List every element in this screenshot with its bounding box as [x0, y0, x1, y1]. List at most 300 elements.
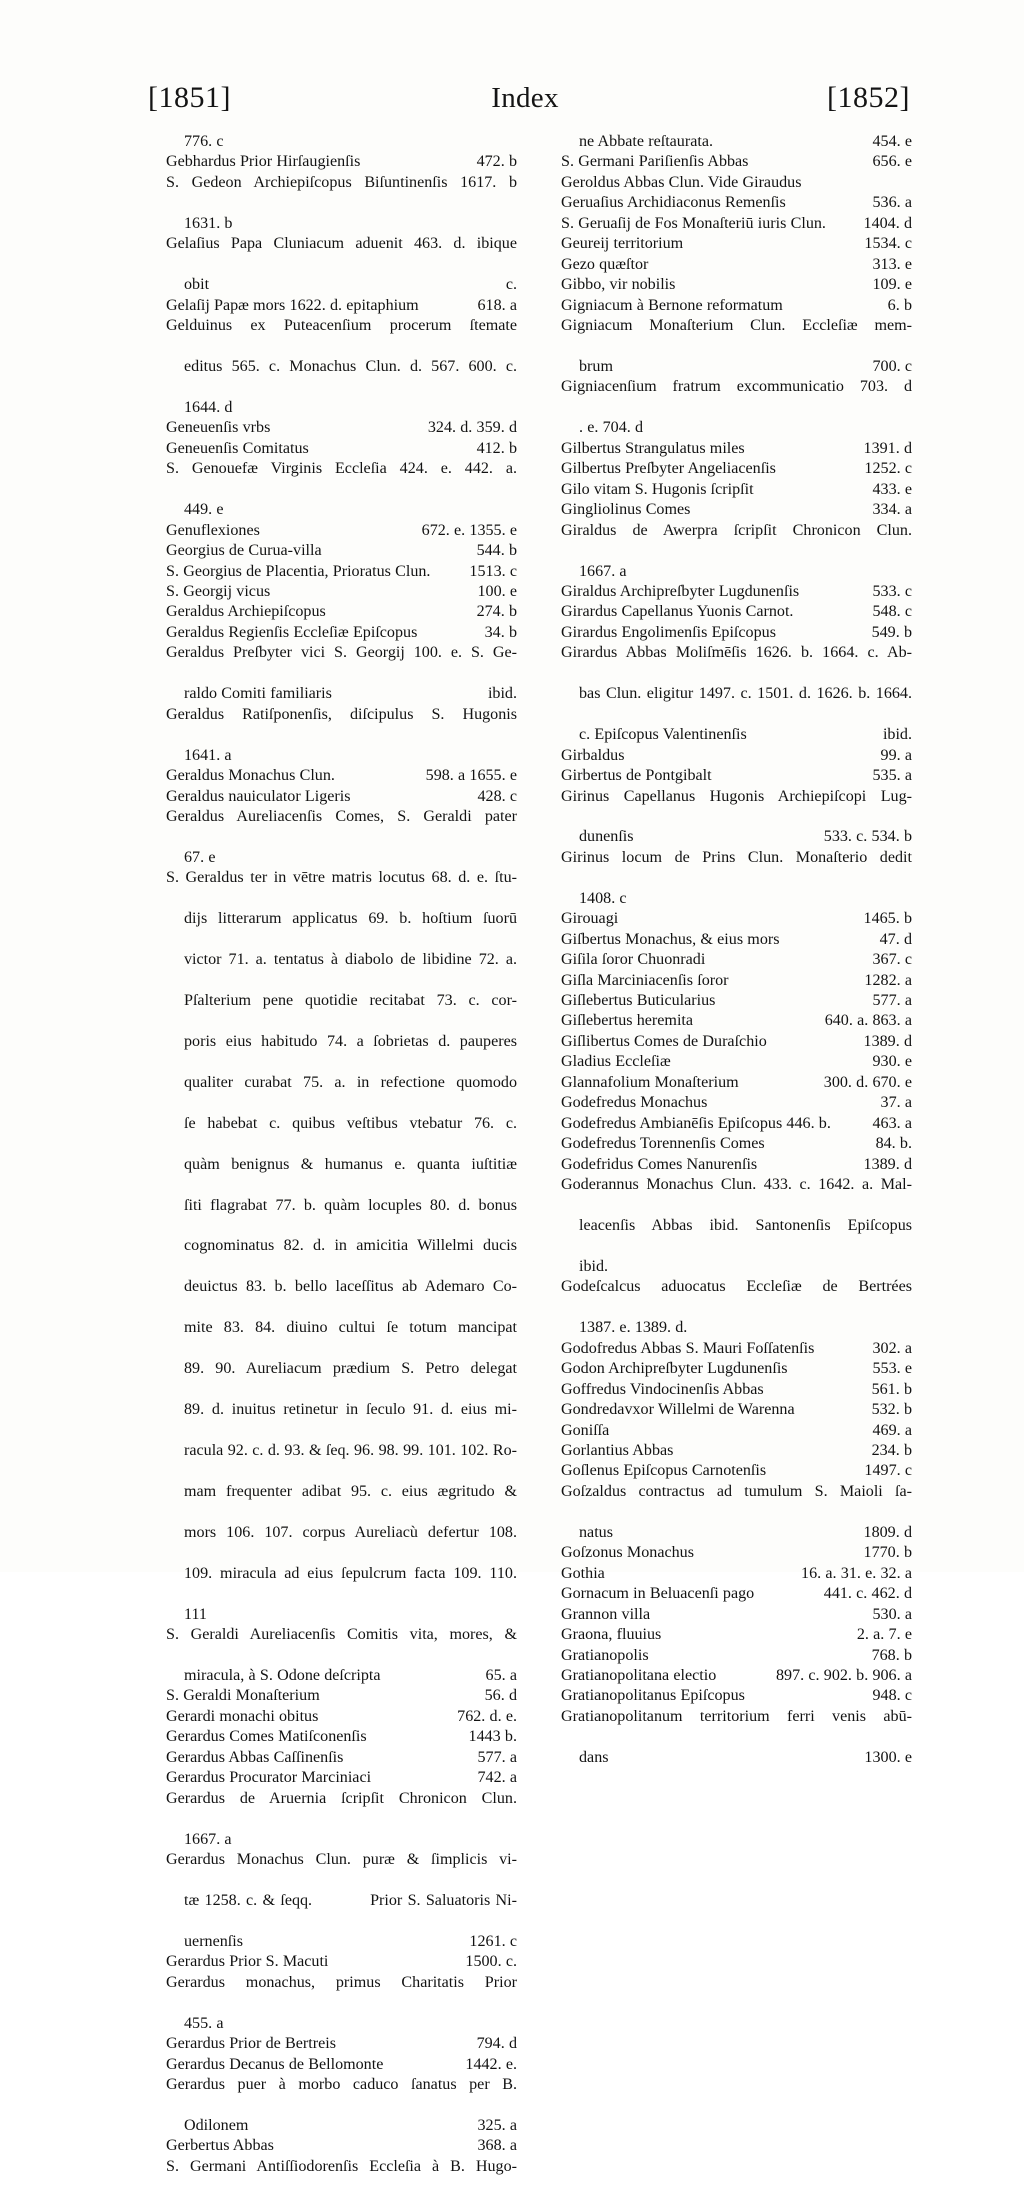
- running-head: [148, 72, 910, 124]
- index-entry-text: tæ 1258. c. & ſeqq.: [184, 1891, 313, 1909]
- index-entry-text: ſe habebat c. quibus veſtibus vtebatur 76. c.: [184, 1114, 517, 1132]
- page-reference: 533. c. 534. b: [823, 828, 912, 846]
- index-entry: [543, 971, 912, 991]
- page-reference: 1404. d: [863, 214, 912, 232]
- index-columns: [148, 132, 912, 2198]
- index-entry: [543, 1421, 912, 1441]
- index-entry-text: 1408. c: [579, 889, 627, 907]
- index-entry-text: S. Georgij vicus: [166, 582, 271, 600]
- index-entry-text: Girardus Capellanus Yuonis Carnot.: [561, 603, 794, 621]
- page-reference: 948. c: [872, 1687, 912, 1705]
- page-reference: 324. d. 359. d: [427, 419, 517, 437]
- index-entry-text: Giſbertus Monachus, & eius mors: [561, 930, 780, 948]
- index-entry: [543, 296, 912, 316]
- index-entry-text: c. Epiſcopus Valentinenſis: [579, 726, 747, 744]
- index-entry-text: Gerardus Prior S. Macuti: [166, 1953, 329, 1971]
- index-entry-text: Geraldus Archiepiſcopus: [166, 603, 326, 621]
- page-reference: 428. c: [477, 787, 517, 805]
- index-entry-line: [166, 132, 517, 152]
- index-entry: [543, 316, 912, 377]
- index-entry-line: [166, 684, 517, 704]
- index-entry-line: [166, 234, 517, 275]
- index-entry-text: Godefredus Ambianēſis Epiſcopus 446. b.: [561, 1114, 831, 1132]
- page-reference: 561. b: [871, 1380, 912, 1398]
- index-entry-line: [561, 725, 912, 745]
- index-entry-text: Giſla Marciniacenſis ſoror: [561, 971, 729, 989]
- index-entry-line: [561, 1318, 912, 1338]
- index-entry-line: [561, 1093, 912, 1113]
- index-entry-text: quàm benignus & humanus e. quanta iuſtitiæ: [184, 1155, 517, 1173]
- page-reference: 532. b: [871, 1401, 912, 1419]
- page-reference: 300. d. 670. e: [823, 1073, 912, 1091]
- index-entry-line: [166, 1686, 517, 1706]
- index-entry: [148, 1727, 517, 1747]
- index-entry-line: [166, 991, 517, 1032]
- index-entry: [148, 316, 517, 418]
- page-reference: 463. a: [872, 1114, 912, 1132]
- index-entry: [543, 602, 912, 622]
- index-entry-line: [561, 1339, 912, 1359]
- index-entry: [148, 152, 517, 172]
- index-entry-line: [561, 316, 912, 357]
- page-reference: 2. a. 7. e: [856, 1626, 912, 1644]
- page-reference: 768. b: [871, 1646, 912, 1664]
- index-entry-text: mors 106. 107. corpus Aureliacù defertur 108.: [184, 1523, 517, 1541]
- index-entry-text: Gilbertus Preſbyter Angeliacenſis: [561, 460, 776, 478]
- index-entry: [148, 2075, 517, 2136]
- index-entry-text: Geroldus Abbas Clun. Vide Giraudus: [561, 173, 802, 191]
- index-entry-text: dijs litterarum applicatus 69. b. hoſtium ſuorū: [184, 910, 517, 928]
- page-reference: 302. a: [872, 1339, 912, 1357]
- index-entry-line: [166, 500, 517, 520]
- index-entry-text: S. Geraldi Aureliacenſis Comitis vita, mores, &: [166, 1626, 517, 1644]
- index-entry-line: [561, 582, 912, 602]
- index-entry-text: ne Abbate reſtaurata.: [579, 133, 713, 150]
- index-entry-line: [561, 1625, 912, 1645]
- index-entry-text: S. Geraldi Monaſterium: [166, 1687, 320, 1705]
- index-entry-line: [561, 1359, 912, 1379]
- index-entry-text: qualiter curabat 75. a. in refectione quomodo: [184, 1073, 517, 1091]
- index-entry: [148, 807, 517, 868]
- page-reference: 100. e: [477, 582, 517, 600]
- index-entry: [543, 1134, 912, 1154]
- index-entry-line: [166, 623, 517, 643]
- index-entry: [543, 950, 912, 970]
- page-reference: 1500. c.: [465, 1953, 517, 1971]
- index-entry-text: dunenſis: [579, 828, 634, 846]
- index-entry: [543, 439, 912, 459]
- index-entry-line: [561, 1216, 912, 1257]
- index-entry-line: [166, 1441, 517, 1482]
- index-entry: [148, 173, 517, 234]
- index-entry-text: Girbertus de Pontgibalt: [561, 767, 712, 785]
- index-entry-text: S. Germani Antiſſiodorenſis Eccleſia à B. Hugo-: [166, 2157, 517, 2175]
- page-reference: 34. b: [484, 623, 517, 641]
- page-reference: 1389. d: [863, 1032, 912, 1050]
- index-entry-line: [561, 848, 912, 889]
- index-entry-text: Geruaſius Archidiaconus Remenſis: [561, 194, 786, 212]
- index-entry: [543, 1155, 912, 1175]
- page-reference: 1443 b.: [468, 1728, 517, 1746]
- index-entry-line: [561, 275, 912, 295]
- index-entry-line: [166, 766, 517, 786]
- index-entry-text: Goffredus Vindocinenſis Abbas: [561, 1380, 764, 1398]
- index-entry-line: [561, 132, 912, 152]
- index-entry-text: 109. miracula ad eius ſepulcrum facta 109. 110.: [184, 1564, 517, 1582]
- page-reference: 618. a: [477, 296, 517, 314]
- index-entry-text: Gerardus Procurator Marciniaci: [166, 1769, 372, 1787]
- index-entry: [543, 1359, 912, 1379]
- index-entry-line: [561, 296, 912, 316]
- index-entry: [148, 766, 517, 786]
- index-entry-line: [166, 909, 517, 950]
- index-entry-line: [561, 1032, 912, 1052]
- index-entry-text: bas Clun. eligitur 1497. c. 1501. d. 1626. b. 1664.: [579, 685, 912, 703]
- index-entry: [543, 1052, 912, 1072]
- index-entry: [543, 1707, 912, 1768]
- index-entry-line: [166, 275, 517, 295]
- page-reference: 313. e: [872, 255, 912, 273]
- index-entry-line: [166, 1666, 517, 1686]
- page-reference: 84. b.: [875, 1135, 912, 1153]
- index-entry-line: [561, 684, 912, 725]
- index-entry-line: [561, 623, 912, 643]
- index-entry: [543, 909, 912, 929]
- index-entry-text: 776. c: [184, 133, 224, 150]
- index-entry-line: [561, 1666, 912, 1686]
- index-entry-line: [561, 377, 912, 418]
- index-entry-text: Geraldus Monachus Clun.: [166, 767, 335, 785]
- index-entry-text: Girinus Capellanus Hugonis Archiepiſcopi Lug-: [561, 787, 912, 805]
- page-reference: 454. e: [872, 133, 912, 150]
- index-entry-line: [561, 1441, 912, 1461]
- index-entry-line: [561, 1073, 912, 1093]
- index-entry-line: [561, 746, 912, 766]
- index-entry-line: [561, 152, 912, 172]
- index-entry: [148, 459, 517, 520]
- index-entry-line: [166, 439, 517, 459]
- index-entry-text: Gerardus de Aruernia ſcripſit Chronicon Clun.: [166, 1789, 517, 1807]
- index-entry: [543, 787, 912, 848]
- page-reference: 930. e: [872, 1053, 912, 1071]
- index-entry-line: [166, 582, 517, 602]
- index-entry: [148, 2136, 517, 2156]
- index-entry-text: Geraldus nauiculator Ligeris: [166, 787, 351, 805]
- index-entry-text: 455. a: [184, 2014, 224, 2032]
- index-entry-line: [561, 971, 912, 991]
- index-entry: [543, 459, 912, 479]
- index-entry-text: Gothia: [561, 1564, 605, 1582]
- index-entry-line: [166, 1850, 517, 1891]
- page-reference: 274. b: [476, 603, 517, 621]
- index-entry: [148, 296, 517, 316]
- index-entry-text: Gondredavxor Willelmi de Warenna: [561, 1401, 795, 1419]
- index-entry-line: [166, 1114, 517, 1155]
- index-entry-text: brum: [579, 357, 613, 375]
- index-entry-line: [166, 848, 517, 868]
- index-entry: [148, 1973, 517, 2034]
- index-entry-line: [166, 1605, 517, 1625]
- page-reference: 1465. b: [863, 910, 912, 928]
- index-entry: [543, 643, 912, 745]
- index-entry-text: Gelaſij Papæ mors 1622. d. epitaphium: [166, 296, 419, 314]
- page-reference: 1252. c: [864, 460, 912, 478]
- index-entry: [543, 623, 912, 643]
- index-entry-line: [166, 1789, 517, 1830]
- page-reference: 469. a: [872, 1421, 912, 1439]
- index-entry-text: Gilo vitam S. Hugonis ſcripſit: [561, 480, 754, 498]
- index-entry-text: Gingliolinus Comes: [561, 501, 691, 519]
- index-entry-text: Geraldus Aureliacenſis Comes, S. Geraldi pater: [166, 807, 517, 825]
- index-entry: [543, 582, 912, 602]
- index-entry-text: 111: [184, 1605, 207, 1623]
- index-entry-text: Giraldus Archipreſbyter Lugdunenſis: [561, 582, 800, 600]
- index-entry-text: Gigniacum Monaſterium Clun. Eccleſiæ mem-: [561, 317, 912, 335]
- index-entry-line: [166, 2055, 517, 2075]
- index-entry-line: [166, 1768, 517, 1788]
- page-reference: 412. b: [476, 439, 517, 457]
- page-reference: 472. b: [476, 153, 517, 171]
- index-entry-line: [561, 173, 912, 193]
- index-entry-line: [166, 787, 517, 807]
- index-entry: [543, 766, 912, 786]
- index-entry-line: [561, 1011, 912, 1031]
- page-reference: 234. b: [871, 1442, 912, 1459]
- index-entry: [543, 521, 912, 582]
- index-entry-text: Glannafolium Monaſterium: [561, 1073, 739, 1091]
- index-entry: [148, 132, 517, 152]
- index-entry-text: poris eius habitudo 74. a ſobrietas d. pauperes: [184, 1032, 517, 1050]
- index-entry: [543, 1175, 912, 1277]
- index-entry-text: Geureij territorium: [561, 235, 684, 253]
- index-entry-line: [561, 1114, 912, 1134]
- index-entry-line: [166, 2075, 517, 2116]
- index-entry: [148, 582, 517, 602]
- index-entry-text: S. Germani Pariſienſis Abbas: [561, 153, 749, 171]
- index-entry: [543, 377, 912, 438]
- index-entry-line: [166, 1830, 517, 1850]
- page-reference: 794. d: [476, 2035, 517, 2053]
- page-reference: 536. a: [872, 194, 912, 212]
- index-entry-text: editus 565. c. Monachus Clun. d. 567. 600. c.: [184, 357, 517, 375]
- page-reference: 700. c: [872, 357, 912, 375]
- index-entry-text: Gratianopolitanus Epiſcopus: [561, 1687, 745, 1705]
- index-entry-text: Godefridus Comes Nanurenſis: [561, 1155, 758, 1173]
- index-entry-line: [166, 316, 517, 357]
- page-reference: 533. c: [872, 582, 912, 600]
- index-entry-text: Gibbo, vir nobilis: [561, 276, 676, 294]
- index-entry: [543, 234, 912, 254]
- index-entry-text: 1667. a: [184, 1830, 232, 1848]
- index-entry-text: miracula, à S. Odone deſcripta: [184, 1666, 381, 1684]
- index-entry: [148, 234, 517, 295]
- page-reference: c.: [505, 276, 517, 294]
- index-entry-line: [561, 439, 912, 459]
- page-reference: ibid.: [487, 685, 517, 703]
- index-entry-line: [166, 173, 517, 214]
- index-entry-line: [166, 1073, 517, 1114]
- index-entry-line: [561, 1564, 912, 1584]
- index-entry-text: 1387. e. 1389. d.: [579, 1319, 688, 1337]
- index-entry-text: Gilbertus Strangulatus miles: [561, 439, 745, 457]
- index-entry-text: Gerardus Comes Matiſconenſis: [166, 1728, 367, 1746]
- page-reference: 325. a: [477, 2116, 517, 2134]
- index-entry-text: Goſzonus Monachus: [561, 1544, 694, 1562]
- index-entry: [543, 930, 912, 950]
- index-entry-line: [561, 1400, 912, 1420]
- index-entry: [148, 1768, 517, 1788]
- index-entry-line: [166, 950, 517, 991]
- index-entry: [543, 255, 912, 275]
- index-entry: [148, 787, 517, 807]
- index-entry-line: [561, 1543, 912, 1563]
- index-entry-line: [561, 234, 912, 254]
- index-entry-line: [166, 214, 517, 234]
- index-entry: [543, 1011, 912, 1031]
- index-entry-line: [561, 480, 912, 500]
- index-entry-line: [166, 2157, 517, 2198]
- index-entry-line: [561, 827, 912, 847]
- index-entry-line: [166, 807, 517, 848]
- index-entry-text: S. Genouefæ Virginis Eccleſia 424. e. 442. a.: [166, 460, 517, 478]
- index-entry: [148, 439, 517, 459]
- index-entry-line: [166, 398, 517, 418]
- index-entry-text: Giſlebertus Buticularius: [561, 992, 716, 1010]
- index-entry-line: [561, 459, 912, 479]
- index-entry-text: 1641. a: [184, 746, 232, 764]
- page-reference: 530. a: [872, 1605, 912, 1623]
- index-entry: [148, 1850, 517, 1952]
- page-reference: 368. a: [477, 2137, 517, 2155]
- index-entry: [148, 562, 517, 582]
- index-entry-line: [166, 357, 517, 398]
- index-entry-text: Gezo quæſtor: [561, 255, 649, 273]
- index-column-right: [543, 132, 912, 2198]
- index-entry: [148, 705, 517, 766]
- index-entry: [148, 541, 517, 561]
- index-entry: [543, 173, 912, 193]
- page-reference: 656. e: [872, 153, 912, 171]
- index-entry-line: [561, 643, 912, 684]
- index-entry-text: 67. e: [184, 848, 216, 866]
- index-entry-text: Godefredus Monachus: [561, 1094, 708, 1112]
- index-entry-text: Godefredus Torennenſis Comes: [561, 1135, 765, 1153]
- index-entry-line: [166, 2014, 517, 2034]
- index-entry-line: [166, 1277, 517, 1318]
- page-reference: 1534. c: [864, 235, 912, 253]
- index-entry: [543, 1400, 912, 1420]
- page-reference: 549. b: [871, 623, 912, 641]
- folio-right: [1852]: [827, 81, 910, 114]
- index-entry-line: [561, 1155, 912, 1175]
- page-reference: 672. e. 1355. e: [421, 521, 517, 539]
- index-entry-line: [561, 255, 912, 275]
- index-entry-text: 449. e: [184, 501, 224, 519]
- index-entry-line: [166, 1707, 517, 1727]
- index-entry-line: [166, 521, 517, 541]
- index-entry-text: Girardus Abbas Moliſmēſis 1626. b. 1664. c. Ab-: [561, 644, 912, 662]
- index-entry-line: [166, 1564, 517, 1605]
- index-entry-text: 1667. a: [579, 562, 627, 580]
- index-entry-text: deuictus 83. b. bello laceſſitus ab Ademaro Co-: [184, 1278, 517, 1296]
- index-entry-line: [561, 193, 912, 213]
- index-entry-text: Gerardus monachus, primus Charitatis Prior: [166, 1973, 517, 1991]
- index-entry-text: 1631. b: [184, 214, 233, 232]
- index-entry-line: [561, 1380, 912, 1400]
- index-entry-line: [561, 500, 912, 520]
- index-entry: [543, 1073, 912, 1093]
- index-entry-line: [561, 1175, 912, 1216]
- index-entry-text: Gladius Eccleſiæ: [561, 1053, 671, 1071]
- index-entry-text: Goſlenus Epiſcopus Carnotenſis: [561, 1462, 767, 1480]
- index-entry-line: [166, 1236, 517, 1277]
- index-entry: [543, 1093, 912, 1113]
- index-entry-line: [561, 1257, 912, 1277]
- index-entry-line: [166, 602, 517, 622]
- index-entry-text: Godofredus Abbas S. Mauri Foſſatenſis: [561, 1339, 815, 1357]
- index-entry-text: ſiti flagrabat 77. b. quàm locuples 80. d. bonus: [184, 1196, 517, 1214]
- index-entry-text: Gerardus Prior de Bertreis: [166, 2035, 336, 2053]
- page-reference: 99. a: [880, 746, 912, 764]
- index-entry: [148, 602, 517, 622]
- index-entry: [148, 1748, 517, 1768]
- index-entry: [543, 193, 912, 213]
- folio-left: [1851]: [148, 81, 231, 114]
- index-entry-text: mite 83. 84. diuino cultui ſe totum mancipat: [184, 1319, 517, 1337]
- index-entry-text: Gratianopolis: [561, 1646, 649, 1664]
- index-entry-line: [561, 1421, 912, 1441]
- index-entry: [543, 1482, 912, 1543]
- index-entry-line: [166, 643, 517, 684]
- index-column-left: [148, 132, 517, 2198]
- index-entry-text: uernenſis: [184, 1932, 243, 1950]
- index-entry-text: dans: [579, 1748, 609, 1766]
- page-reference: 1391. d: [863, 439, 912, 457]
- index-entry-line: [166, 459, 517, 500]
- index-entry-line: [561, 1461, 912, 1481]
- index-entry: [148, 1952, 517, 1972]
- index-entry-text: Gerbertus Abbas: [166, 2137, 274, 2155]
- index-entry: [543, 1686, 912, 1706]
- index-entry-line: [561, 766, 912, 786]
- page-reference: 598. a 1655. e: [425, 767, 517, 785]
- index-entry-line: [166, 2116, 517, 2136]
- page-reference: 577. a: [872, 992, 912, 1010]
- index-entry-line: [561, 1584, 912, 1604]
- index-entry-text: Girinus locum de Prins Clun. Monaſterio dedit: [561, 848, 912, 866]
- index-entry: [543, 132, 912, 152]
- index-entry-line: [561, 991, 912, 1011]
- index-entry-line: [166, 1359, 517, 1400]
- index-entry-text: Gebhardus Prior Hirſaugienſis: [166, 153, 361, 171]
- index-entry-line: [561, 521, 912, 562]
- page-reference: 577. a: [477, 1748, 517, 1766]
- index-entry: [543, 1625, 912, 1645]
- page-reference: 1261. c: [469, 1932, 517, 1950]
- page-reference: 441. c. 462. d: [823, 1585, 912, 1603]
- index-entry-text: . e. 704. d: [579, 419, 644, 437]
- page-reference: 6. b: [887, 296, 912, 314]
- page-reference: 37. a: [880, 1094, 912, 1112]
- index-entry: [543, 848, 912, 909]
- index-entry: [543, 1461, 912, 1481]
- index-entry-text: Gratianopolitana electio: [561, 1666, 717, 1684]
- index-entry-text: Giraldus de Awerpra ſcripſit Chronicon Clun.: [561, 521, 912, 539]
- index-entry-line: [166, 1625, 517, 1666]
- index-entry-text: Gorlantius Abbas: [561, 1442, 674, 1459]
- index-entry-text: Girbaldus: [561, 746, 625, 764]
- page-reference: 1282. a: [864, 971, 912, 989]
